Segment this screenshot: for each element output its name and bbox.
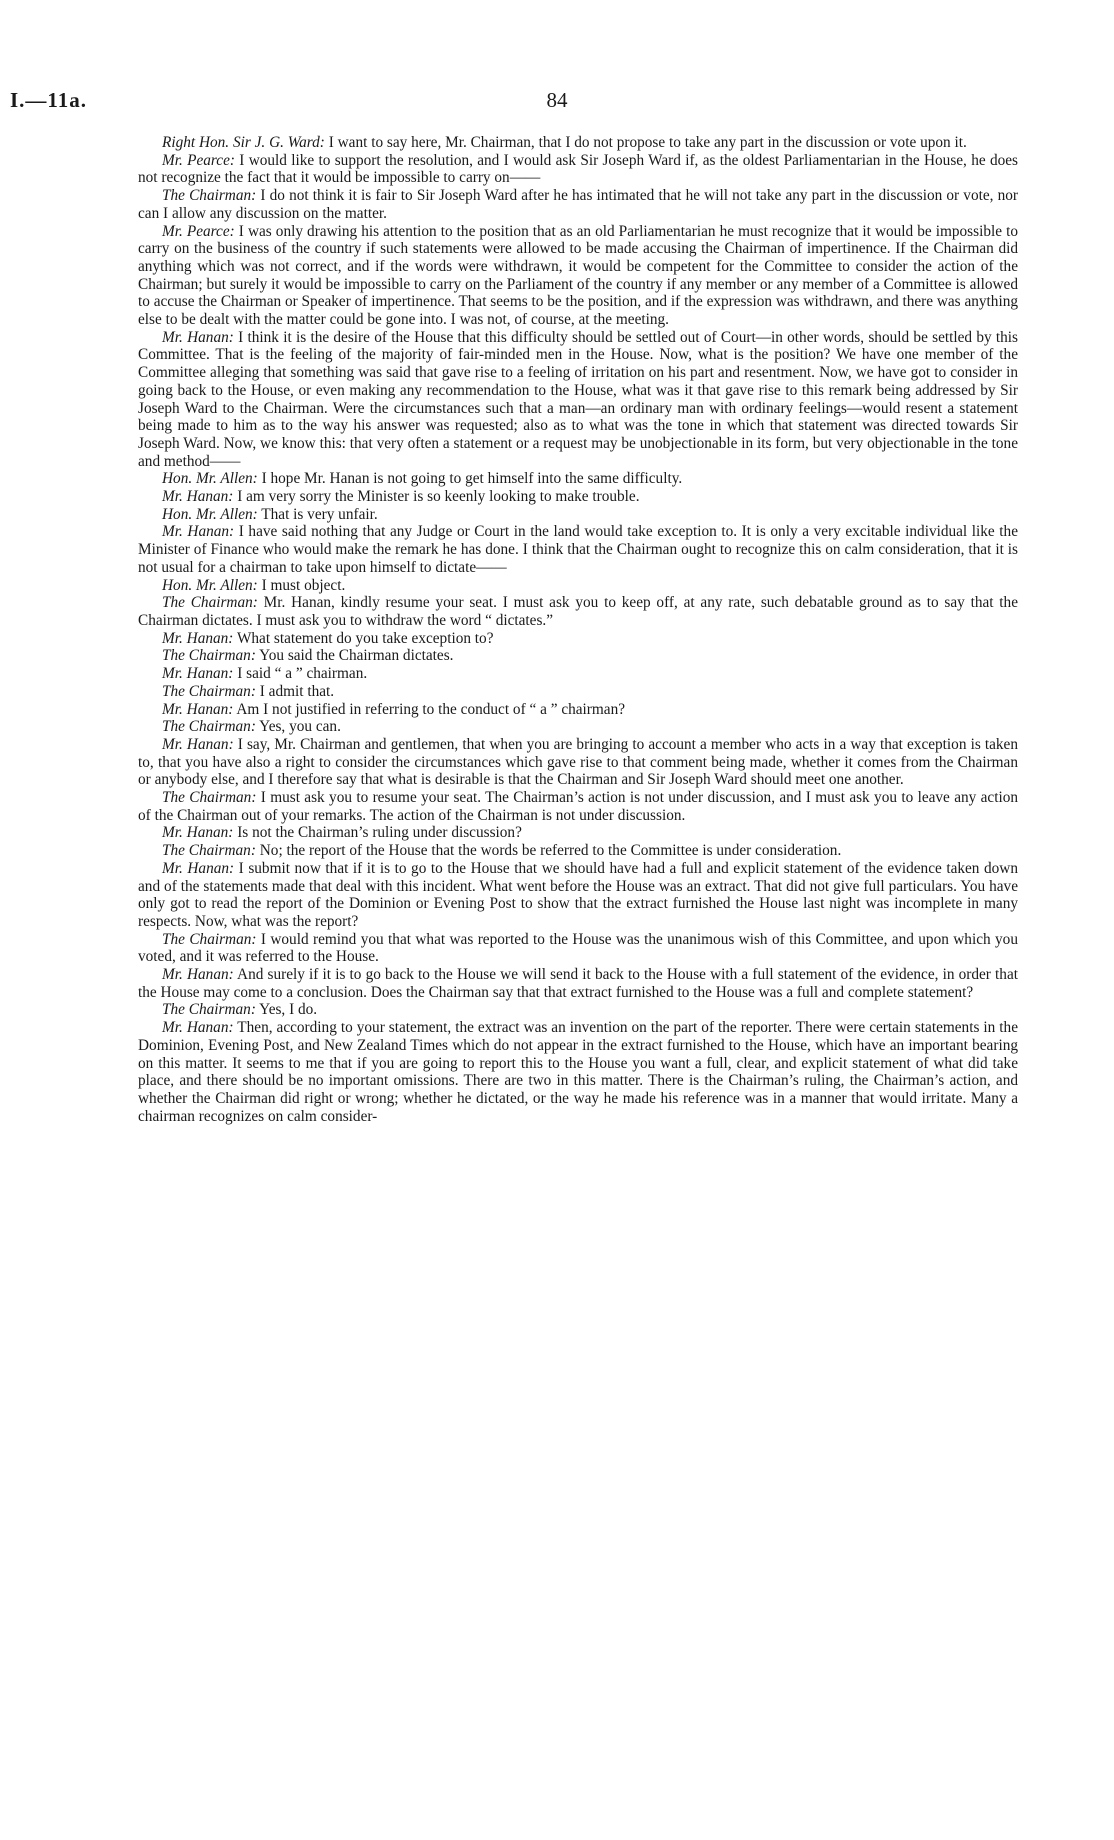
speech-text: I want to say here, Mr. Chairman, that I do not propose to take any part in the discussion or vote upon it. <box>324 134 967 151</box>
speech-text: I have said nothing that any Judge or Court in the land would take exception to. It is only a very excitable individual like the Minister of Finance who would make the remark he has done. I think that the Chairman ought to recognize this on calm consideration, that it is not usual for a chairman to take upon himself to dictate—— <box>138 523 1018 576</box>
speaker-name: Mr. Hanan: <box>162 1019 234 1037</box>
speech-text: Am I not justified in referring to the conduct of “ a ” chairman? <box>233 700 626 718</box>
paragraph <box>138 966 1018 1001</box>
paragraph <box>138 594 1018 629</box>
speech-text: That is very unfair. <box>257 505 378 523</box>
paragraph <box>138 842 1018 860</box>
speaker-name: Mr. Hanan: <box>162 824 234 842</box>
paragraph <box>138 134 1018 152</box>
speaker-name: Hon. Mr. Allen: <box>162 576 258 594</box>
speaker-name: Mr. Pearce: <box>162 222 235 240</box>
speaker-name: The Chairman: <box>162 1001 256 1019</box>
speech-text: You said the Chairman dictates. <box>255 647 454 665</box>
speech-text: Then, according to your statement, the extract was an invention on the part of the reporter. There were certain statements in the Dominion, Evening Post, and New Zealand Times which do not appear in the extract furnished to the House, which have an important bearing on this matter. It seems to me that if you are going to report this to the House you want a full, clear, and explicit statement of what did take place, and there should be no important omissions. There are two in this matter. There is the Chairman’s ruling, the Chairman’s action, and whether the Chairman did right or wrong; whether he dictated, or the way he made his reference was in a manner that would irritate. Many a chairman recognizes on calm consider- <box>138 1019 1018 1125</box>
paragraph <box>138 683 1018 701</box>
speech-text: Is not the Chairman’s ruling under discussion? <box>233 824 522 842</box>
paragraph <box>138 931 1018 966</box>
page-body <box>138 134 1018 1125</box>
speaker-name: Mr. Hanan: <box>162 629 234 647</box>
paragraph <box>138 647 1018 665</box>
paragraph <box>138 577 1018 595</box>
speech-text: I must ask you to resume your seat. The Chairman’s action is not under discussion, and I must ask you to leave any action of the Chairman out of your remarks. The action of the Chairman is not under discussion. <box>138 789 1018 824</box>
page-header <box>0 88 1114 112</box>
speech-text: I was only drawing his attention to the position that as an old Parliamentarian he must recognize that it would be impossible to carry on the business of the country if such statements were allowed to be made accusing the Chairman of impertinence. If the Chairman did anything which was not correct, and if the words were withdrawn, it would be competent for the Committee to consider the action of the Chairman; but surely it would be impossible to carry on the Parliament of the country if any member or any member of a Committee is allowed to accuse the Chairman or Speaker of impertinence. That seems to be the position, and if the expression was withdrawn, and there was anything else to be dealt with the matter could be gone into. I was not, of course, at the meeting. <box>138 222 1018 329</box>
paragraph <box>138 470 1018 488</box>
speech-text: No; the report of the House that the words be referred to the Committee is under consideration. <box>255 842 842 860</box>
paragraph <box>138 1019 1018 1125</box>
speech-text: I say, Mr. Chairman and gentlemen, that when you are bringing to account a member who acts in a way that exception is taken to, that you have also a right to consider the circumstances which gave rise to that comment being made, whether it comes from the Chairman or anybody else, and I therefore say that what is desirable is that the Chairman and Sir Joseph Ward should meet one another. <box>138 735 1019 789</box>
speech-text: I submit now that if it is to go to the House that we should have had a full and explicit statement of the evidence taken down and of the statements made that deal with this incident. What went before the House was an extract. That did not give full particulars. You have only got to read the report of the Dominion or Evening Post to show that the extract furnished the House last night was incomplete in many respects. Now, what was the report? <box>138 859 1018 930</box>
speaker-name: Mr. Hanan: <box>162 966 234 984</box>
speech-text: I must object. <box>257 576 346 594</box>
paragraph <box>138 329 1018 471</box>
speaker-name: Mr. Hanan: <box>162 328 234 346</box>
speaker-name: The Chairman: <box>162 718 256 736</box>
speech-text: Mr. Hanan, kindly resume your seat. I must ask you to keep off, at any rate, such debatable ground as to say that the Chairman dictates. I must ask you to withdraw the word “ dictates.” <box>138 594 1018 629</box>
paragraph <box>138 152 1018 187</box>
speaker-name: The Chairman: <box>162 789 257 807</box>
speaker-name: Mr. Hanan: <box>162 523 235 541</box>
paragraph <box>138 187 1018 222</box>
speaker-name: The Chairman: <box>162 187 257 205</box>
paragraph <box>138 523 1018 576</box>
speech-text: I do not think it is fair to Sir Joseph Ward after he has intimated that he will not take any part in the discussion or vote, nor can I allow any discussion on the matter. <box>138 187 1018 222</box>
speaker-name: The Chairman: <box>162 594 258 612</box>
speech-text: I would remind you that what was reported to the House was the unanimous wish of this Committee, and upon which you voted, and it was referred to the House. <box>138 930 1018 966</box>
speaker-name: The Chairman: <box>162 682 256 700</box>
speech-text: What statement do you take exception to? <box>233 629 494 647</box>
paragraph <box>138 860 1018 931</box>
speech-text: I am very sorry the Minister is so keenly looking to make trouble. <box>233 488 640 506</box>
speaker-name: Right Hon. Sir J. G. Ward: <box>162 134 325 151</box>
speaker-name: Mr. Hanan: <box>162 700 234 718</box>
speech-text: I would like to support the resolution, and I would ask Sir Joseph Ward if, as the oldest Parliamentarian in the House, he does not recognize the fact that it would be impossible to carry on—— <box>138 151 1018 187</box>
speech-text: I admit that. <box>255 682 335 700</box>
page-number: 84 <box>546 88 568 112</box>
speaker-name: The Chairman: <box>162 647 256 665</box>
speaker-name: The Chairman: <box>162 842 256 860</box>
speaker-name: Mr. Pearce: <box>162 151 235 169</box>
paragraph <box>138 701 1018 719</box>
paragraph <box>138 1001 1018 1019</box>
paragraph <box>138 630 1018 648</box>
speech-text: Yes, you can. <box>255 718 341 736</box>
speaker-name: Hon. Mr. Allen: <box>162 470 258 488</box>
speaker-name: Mr. Hanan: <box>162 488 234 506</box>
speaker-name: Hon. Mr. Allen: <box>162 505 258 523</box>
paragraph <box>138 718 1018 736</box>
paragraph <box>138 488 1018 506</box>
paragraph <box>138 665 1018 683</box>
paragraph <box>138 789 1018 824</box>
paragraph <box>138 736 1018 789</box>
document-reference: I.—11a. <box>10 88 88 112</box>
paragraph <box>138 506 1018 524</box>
speech-text: I think it is the desire of the House that this difficulty should be settled out of Court—in other words, should be settled by this Committee. That is the feeling of the majority of fair-minded men in the House. Now, what is the position? We have one member of the Committee alleging that something was said that gave rise to a feeling of irritation on his part and resentment. Now, we have got to consider in going back to the House, or even making any recommendation to the House, what was it that gave rise to this remark being addressed by Sir Joseph Ward to the Chairman. Were the circumstances such that a man—an ordinary man with ordinary feelings—would resent a statement being made to him as to the way his answer was requested; also as to what was the tone in which that statement was directed towards Sir Joseph Ward. Now, we know this: that very often a statement or a request may be unobjectionable in its form, but very objectionable in the tone and method—— <box>138 328 1018 470</box>
paragraph <box>138 223 1018 329</box>
speaker-name: Mr. Hanan: <box>162 859 235 877</box>
speaker-name: Mr. Hanan: <box>162 665 234 683</box>
speaker-name: Mr. Hanan: <box>162 735 234 753</box>
speech-text: I hope Mr. Hanan is not going to get himself into the same difficulty. <box>257 470 683 488</box>
speaker-name: The Chairman: <box>162 930 257 948</box>
paragraph <box>138 824 1018 842</box>
speech-text: Yes, I do. <box>255 1001 318 1019</box>
speech-text: I said “ a ” chairman. <box>233 665 368 683</box>
speech-text: And surely if it is to go back to the House we will send it back to the House with a full statement of the evidence, in order that the House may come to a conclusion. Does the Chairman say that that extract furnished to the House was a full and complete statement? <box>138 966 1018 1001</box>
